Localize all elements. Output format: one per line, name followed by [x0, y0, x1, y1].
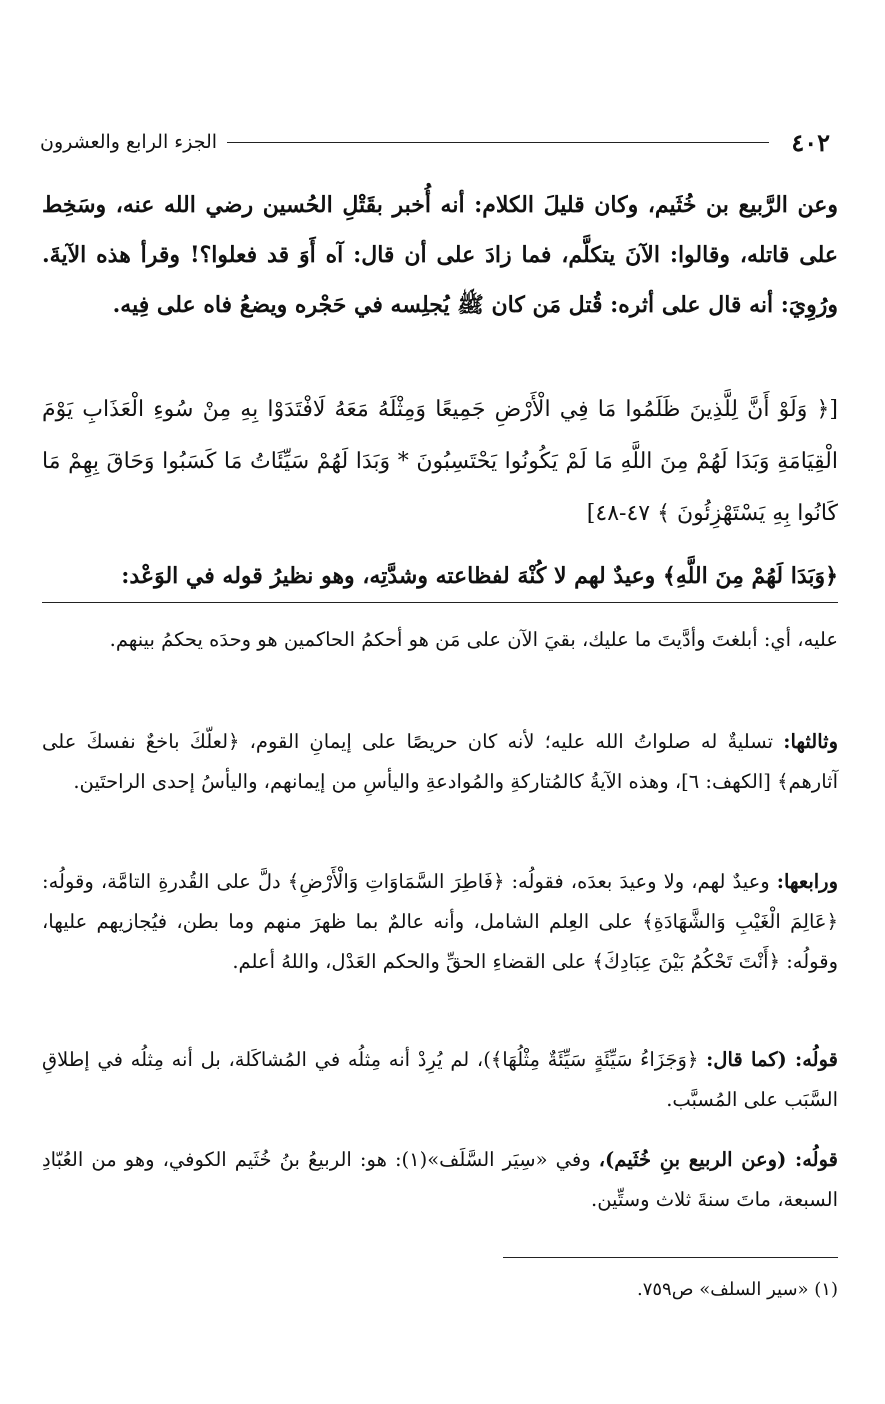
commentary-lead-kama-qala: قولُه: (كما قال: [706, 1048, 838, 1071]
main-text-divider [42, 602, 838, 603]
commentary-paragraph-5 [42, 1040, 838, 1120]
commentary-paragraph-1: عليه، أي: أبلغتَ وأدَّيتَ ما عليك، بقيَ الآن على مَن هو أحكمُ الحاكمين هو وحدَه يحكمُ بينهم. [109, 628, 838, 651]
quran-verse-text: وَلَوْ أَنَّ لِلَّذِينَ ظَلَمُوا مَا فِي الْأَرْضِ جَمِيعًا وَمِثْلَهُ مَعَهُ لَافْتَدَوْا بِهِ مِنْ سُوءِ الْعَذَابِ يَوْمَ الْقِيَامَةِ وَبَدَا لَهُمْ مِنَ اللَّهِ مَا لَمْ يَكُونُوا يَحْتَسِبُونَ * وَبَدَا لَهُمْ سَيِّئَاتُ مَا كَسَبُوا وَحَاقَ بِهِمْ مَا كَانُوا بِهِ يَسْتَهْزِئُونَ [42, 397, 838, 526]
commentary-paragraph-3 [42, 722, 838, 802]
footnote-divider [503, 1257, 838, 1258]
quran-verse-reference: ﴾ ٤٧-٤٨] [586, 501, 670, 526]
commentary-lead-fourth: ورابعها: [776, 870, 839, 893]
page-number: ٤٠٢ [791, 127, 830, 157]
commentary-body-kama-qala: ﴿وَجَزَاءُ سَيِّئَةٍ سَيِّئَةٌ مِثْلُهَا﴾)، لم يُرِدْ أنه مِثلُه في المُشاكَلة، بل أنه مِثلُه في إطلاقِ السَّبَب على المُسبَّب. [42, 1048, 838, 1111]
main-paragraph-warning: ﴿وَبَدَا لَهُمْ مِنَ اللَّهِ﴾ وعيدٌ لهم لا كُنْهَ لفظاعته وشدَّتِه، وهو نظيرُ قوله في الوَعْد: [121, 563, 838, 589]
commentary-body-third: تسليةٌ له صلواتُ الله عليه؛ لأنه كان حريصًا على إيمانِ القوم، ﴿لعلّكَ باخعٌ نفسكَ على آثارهم﴾ [الكهف: ٦]، وهذه الآيةُ كالمُتاركةِ والمُوادعةِ واليأسِ من إيمانهم، واليأسُ إحدى الراحتَين. [42, 730, 838, 793]
header-rule [227, 142, 769, 143]
quran-open-bracket: [﴿ [816, 397, 838, 422]
commentary-paragraph-4 [42, 862, 838, 982]
commentary-body-rabi: وفي «سِيَر السَّلَف»(١): هو: الربيعُ بنُ خُثَيم الكوفي، وهو من العُبّادِ السبعة، ماتَ سنةَ ثلاث وستِّين. [42, 1148, 838, 1211]
page-header [40, 124, 830, 160]
commentary-body-fourth: وعيدٌ لهم، ولا وعيدَ بعدَه، فقولُه: ﴿فَاطِرَ السَّمَاوَاتِ وَالْأَرْضِ﴾ دلَّ على القُدرةِ التامَّة، وقولُه: ﴿عَالِمَ الْغَيْبِ وَالشَّهَادَةِ﴾ على العِلم الشامل، وأنه عالمٌ بما ظهرَ منهم وما بطن، فيُجازيهم عليها، وقولُه: ﴿أَنْتَ تَحْكُمُ بَيْنَ عِبَادِكَ﴾ على القضاءِ الحقِّ والحكم العَدْل، واللهُ أعلم. [42, 870, 838, 973]
commentary-lead-rabi: قولُه: (وعن الربيع بنِ خُثَيم)، [598, 1148, 838, 1171]
commentary-paragraph-6 [42, 1140, 838, 1220]
running-title: الجزء الرابع والعشرون [40, 131, 218, 153]
quran-verse-block [42, 384, 838, 540]
main-paragraph-narration: وعن الرَّبيع بن خُثَيم، وكان قليلَ الكلام: أنه أُخبر بقَتْلِ الحُسين رضي الله عنه، وسَخِط على قاتله، وقالوا: الآنَ يتكلَّم، فما زادَ على أن قال: آه أَوَ قد فعلوا؟! وقرأ هذه الآيةَ. ورُوِيَ: أنه قال على أثره: قُتل مَن كان ﷺ يُجلِسه في حَجْره ويضعُ فاه على فِيه. [42, 192, 838, 318]
footnote: (١) «سير السلف» ص٧٥٩. [636, 1279, 838, 1300]
commentary-lead-third: وثالثها: [783, 730, 838, 753]
